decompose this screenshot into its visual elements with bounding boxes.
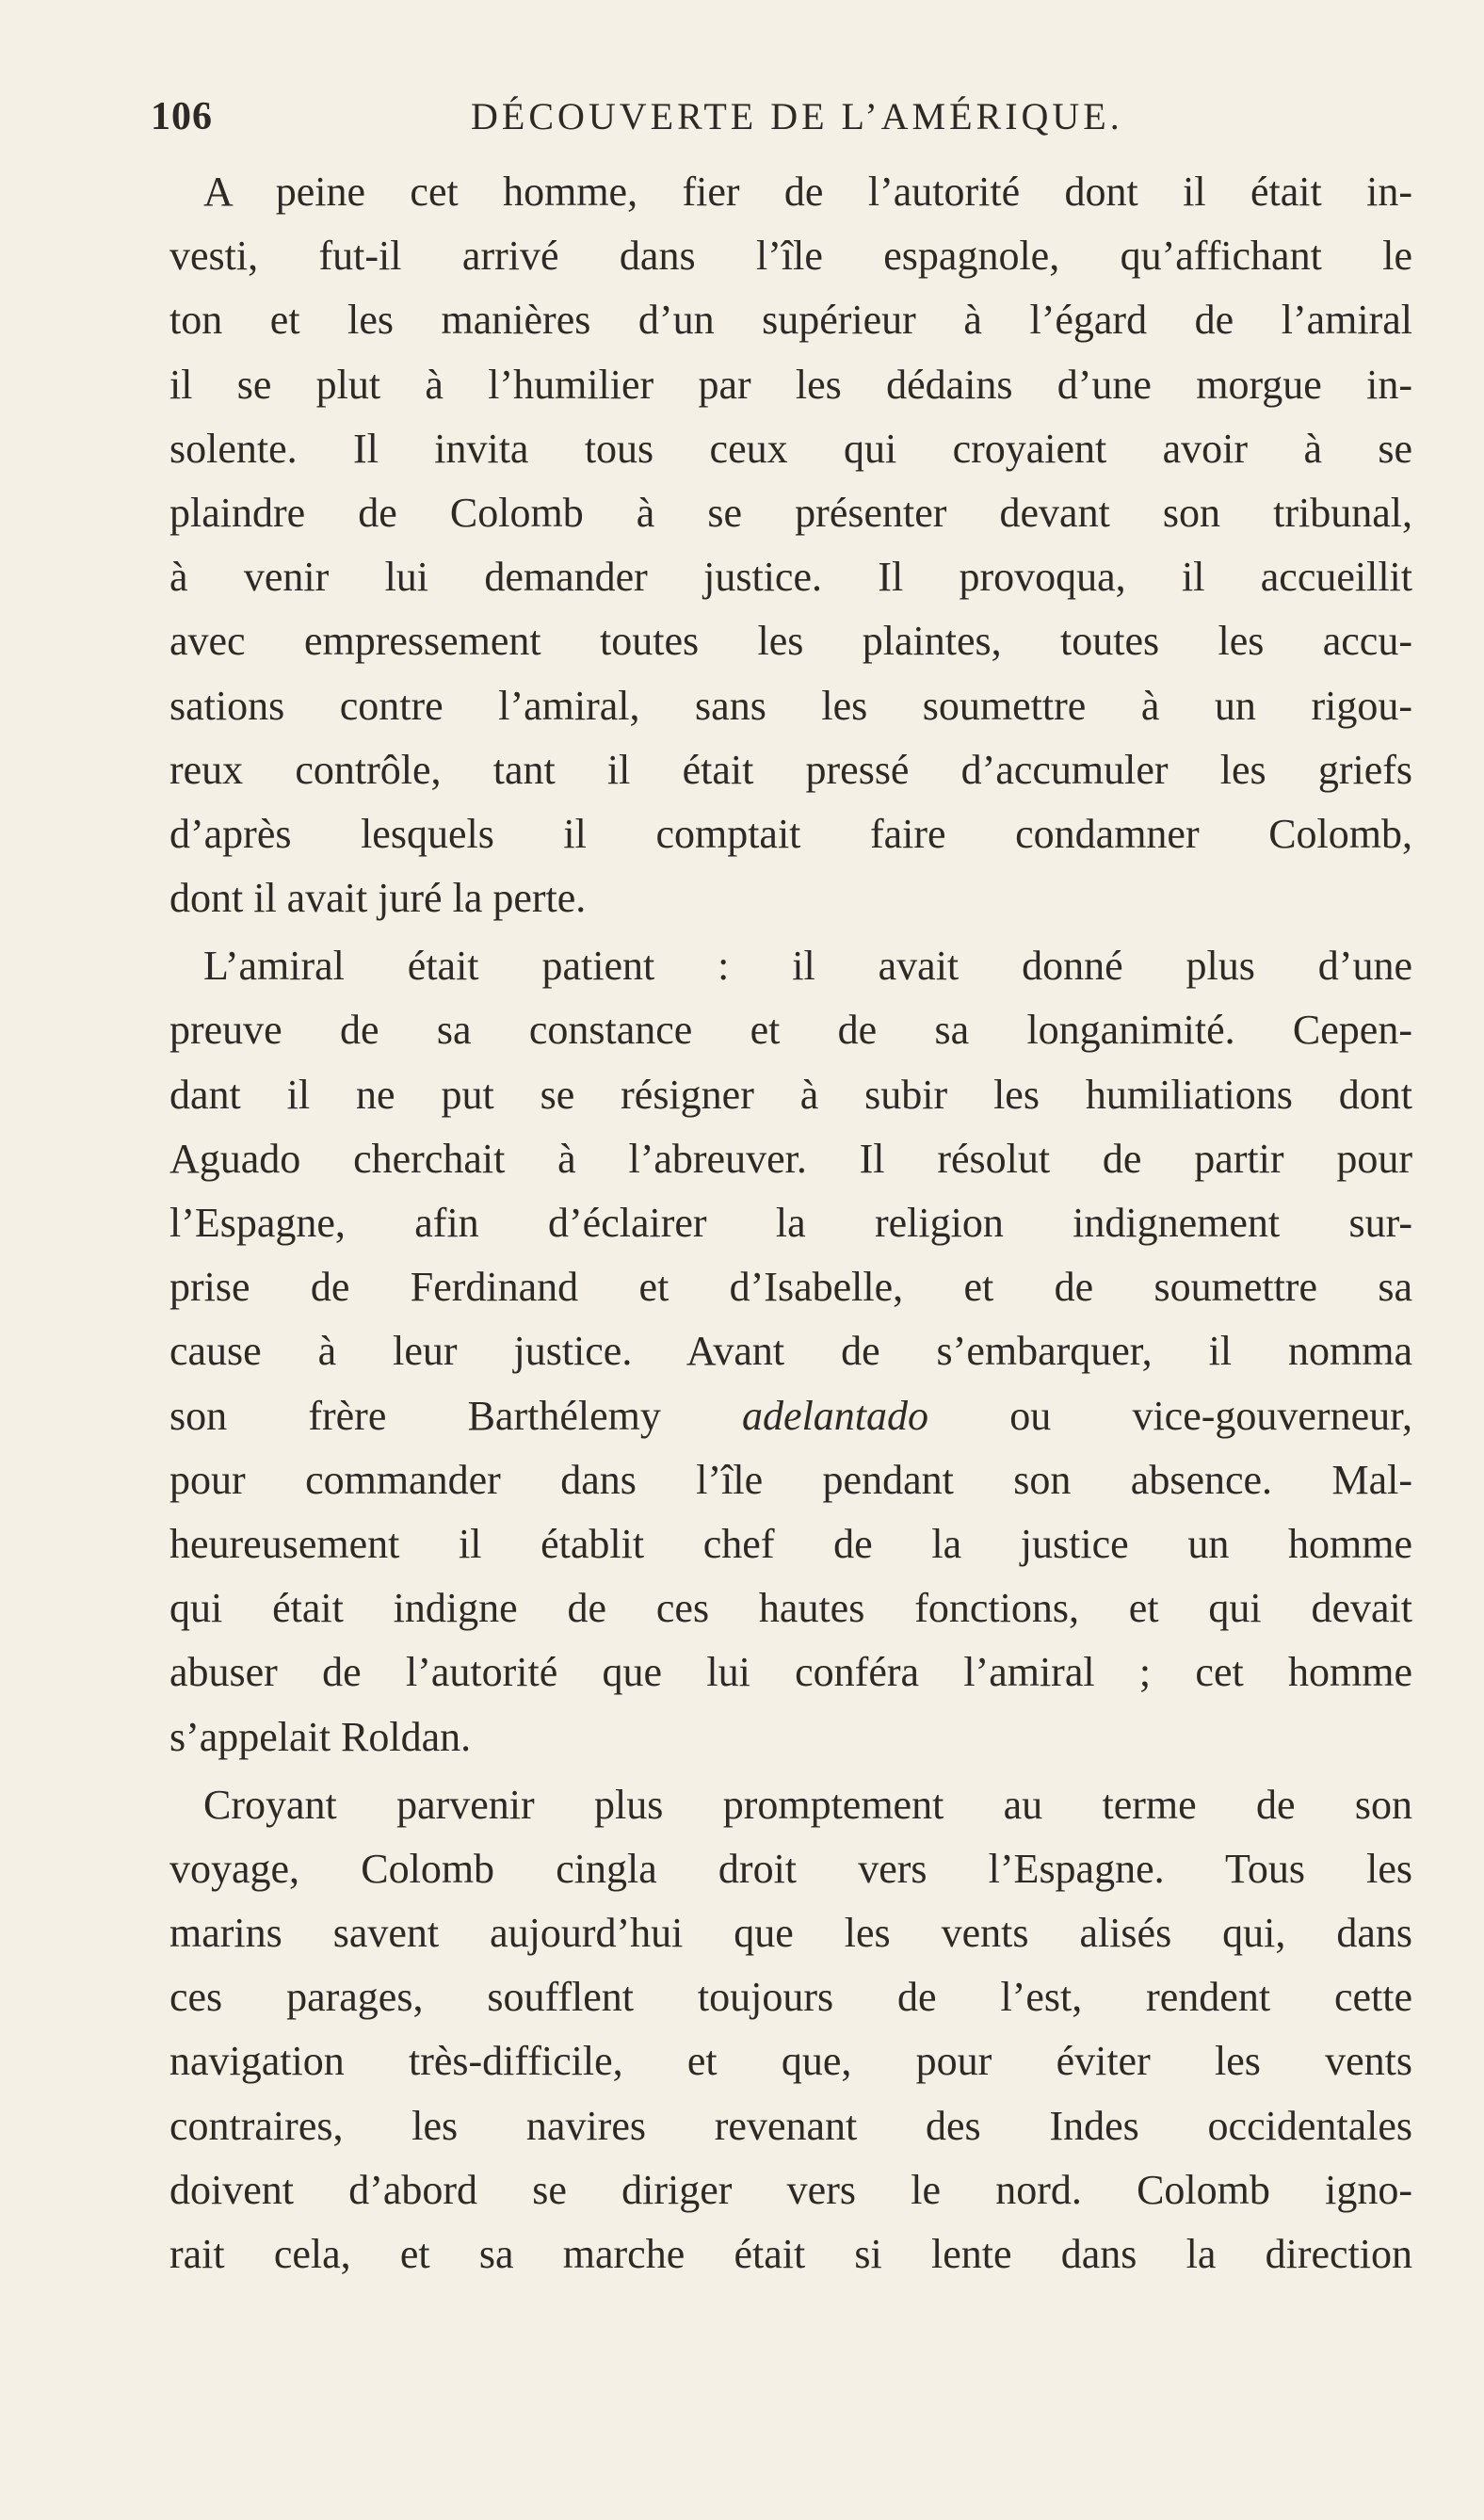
text-line: il se plut à l’humilier par les dédains d’une morgue in- bbox=[169, 361, 1412, 408]
text-line: dont il avait juré la perte. bbox=[169, 875, 587, 922]
text-line: reux contrôle, tant il était pressé d’accumuler les griefs bbox=[169, 746, 1412, 793]
text-line: prise de Ferdinand et d’Isabelle, et de soumettre sa bbox=[169, 1264, 1412, 1311]
text-line: Croyant parvenir plus promptement au terme de son bbox=[203, 1781, 1412, 1828]
text-line: contraires, les navires revenant des Indes occidentales bbox=[169, 2102, 1412, 2149]
text-line: plaindre de Colomb à se présenter devant son tribunal, bbox=[169, 489, 1412, 536]
line-text: son frère Barthélemy bbox=[169, 1392, 661, 1439]
text-line-with-emphasis bbox=[169, 1384, 1412, 1448]
text-line: ces parages, soufflent toujours de l’est, rendent cette bbox=[169, 1974, 1412, 2021]
text-line: cause à leur justice. Avant de s’embarquer, il nomma bbox=[169, 1328, 1412, 1375]
text-line: s’appelait Roldan. bbox=[169, 1713, 472, 1760]
text-line: Aguado cherchait à l’abreuver. Il résolut de partir pour bbox=[169, 1135, 1412, 1182]
text-line: marins savent aujourd’hui que les vents alisés qui, dans bbox=[169, 1910, 1412, 1957]
text-line: solente. Il invita tous ceux qui croyaient avoir à se bbox=[169, 425, 1412, 472]
text-line: sations contre l’amiral, sans les soumettre à un rigou- bbox=[169, 682, 1412, 729]
text-line: preuve de sa constance et de sa longanimité. Cepen- bbox=[169, 1007, 1412, 1054]
page-body bbox=[169, 160, 1412, 2290]
text-line: vesti, fut-il arrivé dans l’île espagnole, qu’affichant le bbox=[169, 233, 1412, 280]
text-line: navigation très-difficile, et que, pour éviter les vents bbox=[169, 2038, 1412, 2085]
text-line: abuser de l’autorité que lui conféra l’amiral ; cet homme bbox=[169, 1649, 1412, 1696]
text-line: d’après lesquels il comptait faire condamner Colomb, bbox=[169, 810, 1412, 857]
text-line: à venir lui demander justice. Il provoqua, il accueillit bbox=[169, 554, 1412, 601]
paragraph-2 bbox=[169, 934, 1412, 1769]
text-line: doivent d’abord se diriger vers le nord. Colomb igno- bbox=[169, 2166, 1412, 2213]
text-line: pour commander dans l’île pendant son absence. Mal- bbox=[169, 1456, 1412, 1503]
page-number: 106 bbox=[151, 95, 213, 138]
text-line: rait cela, et sa marche était si lente dans la direction bbox=[169, 2231, 1412, 2277]
page-header bbox=[151, 94, 1412, 151]
text-line: dant il ne put se résigner à subir les humiliations dont bbox=[169, 1071, 1412, 1118]
text-line: voyage, Colomb cingla droit vers l’Espagne. Tous les bbox=[169, 1845, 1412, 1892]
emphasis-term: adelantado bbox=[742, 1392, 929, 1439]
line-text-continuation: ou vice-gouverneur, bbox=[928, 1392, 1412, 1439]
paragraph-1 bbox=[169, 160, 1412, 930]
text-line: L’amiral était patient : il avait donné plus d’une bbox=[203, 943, 1412, 990]
text-line: heureusement il établit chef de la justice un homme bbox=[169, 1520, 1412, 1567]
text-line: ton et les manières d’un supérieur à l’égard de l’amiral bbox=[169, 297, 1412, 344]
text-line: A peine cet homme, fier de l’autorité dont il était in- bbox=[203, 169, 1412, 215]
text-line: l’Espagne, afin d’éclairer la religion indignement sur- bbox=[169, 1200, 1412, 1246]
running-title: DÉCOUVERTE DE L’AMÉRIQUE. bbox=[471, 95, 1123, 137]
paragraph-3 bbox=[169, 1773, 1412, 2287]
text-line: qui était indigne de ces hautes fonctions, et qui devait bbox=[169, 1585, 1412, 1632]
text-line: avec empressement toutes les plaintes, toutes les accu- bbox=[169, 618, 1412, 665]
